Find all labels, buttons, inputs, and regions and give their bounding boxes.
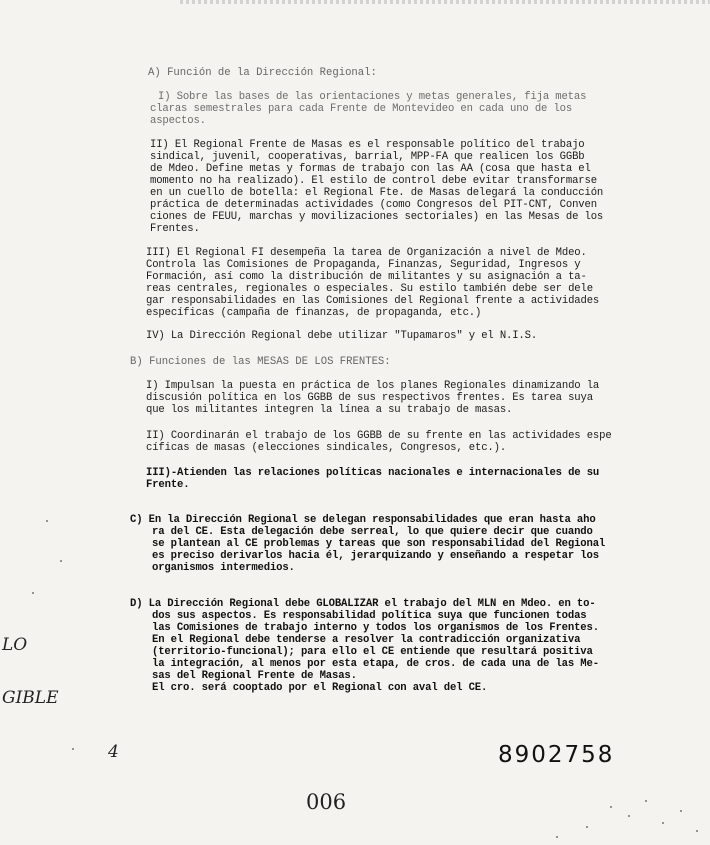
- text-line: C) En la Dirección Regional se delegan responsabilidades que eran hasta aho: [130, 514, 596, 526]
- text-line: claras semestrales para cada Frente de Montevideo en cada uno de los: [150, 103, 573, 115]
- text-line: Formación, así como la distribución de militantes y su asignación a ta-: [146, 271, 587, 283]
- section-a-item-iv: IV) La Dirección Regional debe utilizar "Tupamaros" y el N.I.S.: [146, 330, 538, 342]
- text-line: reas centrales, regionales o especiales. Su estilo también debe ser dele: [146, 283, 593, 295]
- document-stamp-number: 8902758: [498, 742, 615, 768]
- margin-handwriting-lo: LO: [2, 635, 28, 655]
- text-line: discusión política en los GGBB de sus respectivos frentes. Es tarea suya: [146, 392, 593, 404]
- text-line: III) El Regional FI desempeña la tarea de Organización a nivel de Mdeo.: [146, 247, 587, 259]
- text-line: específicas (campaña de finanzas, de propaganda, etc.): [146, 307, 482, 319]
- text-line: (territorio-funcional); para ello el CE entiende que resultará positiva: [152, 646, 593, 658]
- margin-handwriting-gible: GIBLE: [2, 688, 59, 708]
- text-line: de Mdeo. Define metas y formas de trabajo con las AA (cosa que hasta el: [150, 163, 591, 175]
- text-line: sas del Regional Frente de Masas.: [152, 670, 357, 682]
- text-line: la integración, al menos por esta etapa, de cros. de cada una de las Me-: [152, 658, 599, 670]
- text-line: ra del CE. Esta delegación debe serreal, lo que quiere decir que cuando: [152, 526, 593, 538]
- text-line: las Comisiones de trabajo interno y todos los organismos de los Frentes.: [152, 622, 599, 634]
- margin-number: 4: [108, 742, 119, 762]
- text-line: II) Coordinarán el trabajo de los GGBB de su frente en las actividades espe: [146, 430, 612, 442]
- text-line: El cro. será cooptado por el Regional con aval del CE.: [152, 682, 488, 694]
- text-line: en un cuello de botella: el Regional Fte. de Masas delegará la conducción: [150, 187, 604, 199]
- text-line: organismos intermedios.: [152, 562, 295, 574]
- text-line: momento no ha realizado). El estilo de control debe evitar transformarse: [150, 175, 597, 187]
- text-line: se plantean al CE problemas y tareas que son responsabilidad del Regional: [152, 538, 606, 550]
- text-line: En el Regional debe tenderse a resolver la contradicción organizativa: [152, 634, 581, 646]
- text-line: gar responsabilidades en las Comisiones del Regional frente a actividades: [146, 295, 600, 307]
- text-line: Controla las Comisiones de Propaganda, Finanzas, Seguridad, Ingresos y: [146, 259, 581, 271]
- text-line: III)-Atienden las relaciones políticas nacionales e internacionales de su: [146, 467, 600, 479]
- text-line: dos sus aspectos. Es responsabilidad política suya que funcionen todas: [152, 610, 587, 622]
- section-b-heading: B) Funciones de las MESAS DE LOS FRENTES:: [130, 356, 391, 368]
- text-line: I) Impulsan la puesta en práctica de los planes Regionales dinamizando la: [146, 380, 600, 392]
- text-line: D) La Dirección Regional debe GLOBALIZAR el trabajo del MLN en Mdeo. en to-: [130, 598, 596, 610]
- text-line: ciones de FEUU, marchas y movilizaciones sectoriales) en las Mesas de los: [150, 211, 604, 223]
- text-line: I) Sobre las bases de las orientaciones y metas generales, fija metas: [158, 91, 587, 103]
- text-line: que los militantes integren la línea a su trabajo de masas.: [146, 404, 513, 416]
- text-line: práctica de determinadas actividades (como Congresos del PIT-CNT, Conven: [150, 199, 597, 211]
- text-line: Frente.: [146, 479, 190, 491]
- text-line: Frentes.: [150, 223, 200, 235]
- text-line: aspectos.: [150, 115, 206, 127]
- page-number: 006: [306, 790, 347, 814]
- text-line: es preciso derivarlos hacia él, jerarquizando y enseñando a respetar los: [152, 550, 599, 562]
- text-line: II) El Regional Frente de Masas es el responsable político del trabajo: [150, 139, 585, 151]
- text-line: sindical, juvenil, cooperativas, barrial, MPP-FA que realicen los GGBb: [150, 151, 585, 163]
- text-line: cíficas de masas (elecciones sindicales, Congresos, etc.).: [146, 442, 507, 454]
- page-top-edge: [180, 0, 710, 4]
- section-a-heading: A) Función de la Dirección Regional:: [148, 67, 377, 79]
